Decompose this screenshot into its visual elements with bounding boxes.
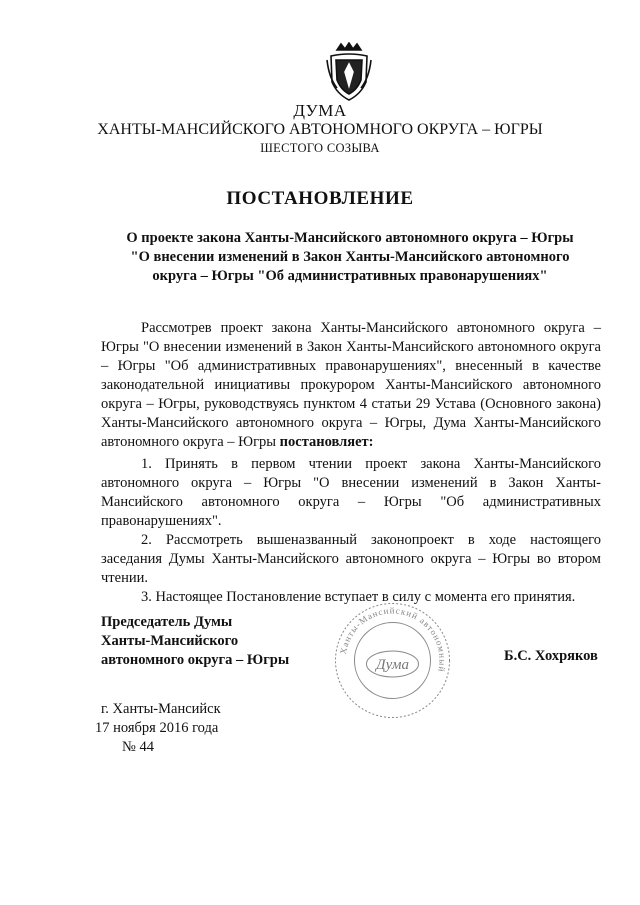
position-line: автономного округа – Югры (101, 652, 290, 668)
signatory-position (101, 613, 289, 670)
stamp-ring-text: Ханты-Мансийский автономный (337, 605, 448, 674)
preamble-text: Рассмотрев проект закона Ханты-Мансийского автономного округа – Югры "О внесении изменений в Закон Ханты-Мансийского автономного округа – Югры "Об административных правонарушениях", внесенный в качестве законодательной инициативы прокурором Ханты-Мансийского автономного округа – Югры, руководствуясь пунктом 4 статьи 29 Устава (Основного закона) Ханты-Мансийского автономного округа – Югры, Дума Ханты-Мансийского автономного округа – Югры (101, 320, 601, 450)
header-duma: ДУМА (293, 101, 347, 120)
stamp-center-text: Дума (376, 657, 409, 673)
subject-line: О проекте закона Ханты-Мансийского автономного округа – Югры (126, 230, 574, 246)
resolution-item-3: 3. Настоящее Постановление вступает в силу с момента его принятия. (141, 589, 576, 605)
resolution-items (101, 455, 601, 607)
header-convocation: ШЕСТОГО СОЗЫВА (260, 141, 380, 155)
subject-line: "О внесении изменений в Закон Ханты-Мансийского автономного (130, 249, 570, 265)
preamble-paragraph (101, 319, 601, 452)
position-line: Председатель Думы (101, 614, 233, 630)
header-okrug: ХАНТЫ-МАНСИЙСКОГО АВТОНОМНОГО ОКРУГА – ЮГРЫ (97, 121, 543, 138)
document-date: 17 ноября 2016 года (95, 720, 219, 736)
resolution-item-1: 1. Принять в первом чтении проект закона Ханты-Мансийского автономного округа – Югры "О внесении изменений в Закон Ханты-Мансийского автономного округа – Югры "Об административных правонарушениях". (101, 456, 601, 529)
city-name: г. Ханты-Мансийск (101, 701, 221, 717)
official-stamp (330, 598, 455, 723)
resolution-item-2: 2. Рассмотреть вышеназванный законопроект в ходе настоящего заседания Думы Ханты-Мансийского автономного округа – Югры во втором чтении. (101, 532, 601, 586)
document-title: ПОСТАНОВЛЕНИЕ (226, 188, 414, 209)
subject-line: округа – Югры "Об административных правонарушениях" (152, 268, 548, 284)
preamble-decision: постановляет: (279, 434, 374, 450)
document-number: № 44 (122, 739, 154, 755)
place-date-block (95, 700, 221, 757)
coat-of-arms-icon (325, 42, 373, 102)
position-line: Ханты-Мансийского (101, 633, 239, 649)
document-subject (100, 229, 600, 286)
signatory-name: Б.С. Хохряков (504, 648, 598, 664)
